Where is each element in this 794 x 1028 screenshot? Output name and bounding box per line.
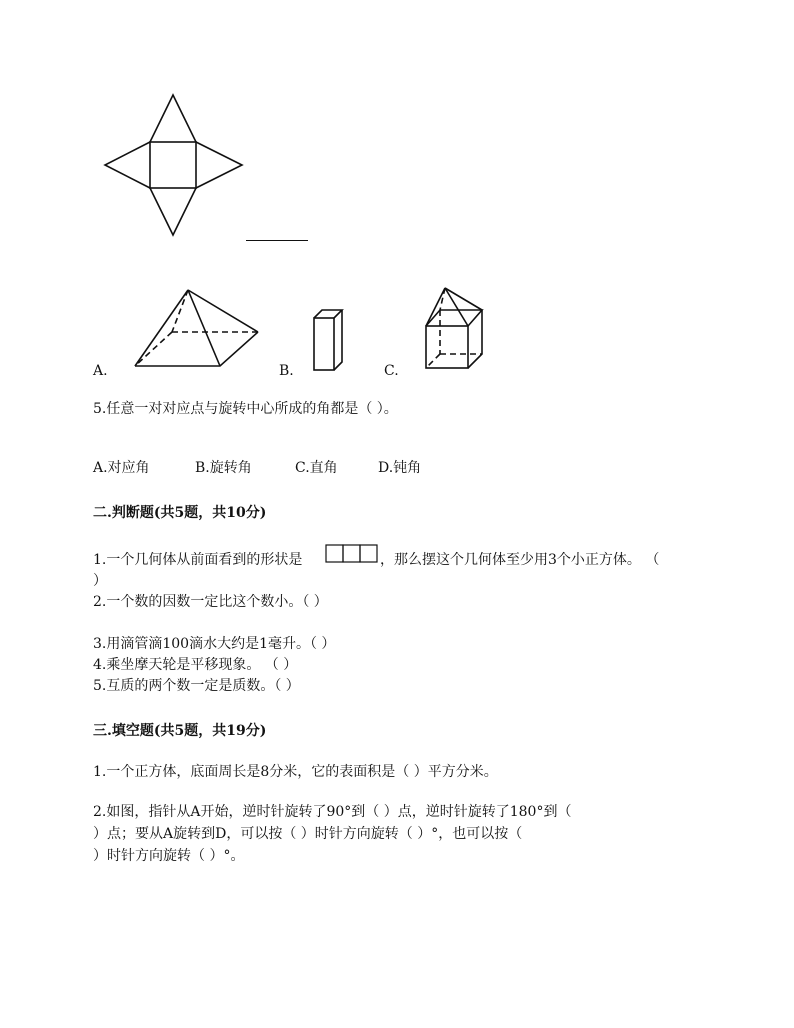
s3-q2-line3: ）时针方向旋转（ ）°。	[93, 848, 245, 864]
section3-title: 三.填空题(共5题，共19分)	[93, 723, 267, 739]
s3-q2-line2: ）点；要从A旋转到D，可以按（ ）时针方向旋转（ ）°，也可以按（	[93, 826, 523, 842]
q5-choice-c: C.直角	[295, 460, 338, 476]
s2-q2: 2.一个数的因数一定比这个数小。（ ）	[93, 594, 328, 610]
q5-choice-d: D.钝角	[378, 460, 422, 476]
q5-choice-b: B.旋转角	[195, 460, 252, 476]
s2-q3: 3.用滴管滴100滴水大约是1毫升。（ ）	[93, 636, 336, 652]
option-b-label: B.	[279, 363, 294, 379]
s2-q4: 4.乘坐摩天轮是平移现象。 （ ）	[93, 657, 298, 673]
s2-q1-text-start: 1.一个几何体从前面看到的形状是	[93, 552, 303, 568]
q5-stem: 5.任意一对对应点与旋转中心所成的角都是（ ）。	[93, 401, 398, 417]
option-c-label: C.	[384, 363, 399, 379]
option-a-label: A.	[93, 363, 108, 379]
s3-q1: 1.一个正方体，底面周长是8分米，它的表面积是（ ）平方分米。	[93, 764, 498, 780]
q5-choice-a: A.对应角	[93, 460, 150, 476]
s3-q2-line1: 2.如图，指针从A开始，逆时针旋转了90°到（ ）点，逆时针旋转了180°到（	[93, 804, 572, 820]
s2-q1-close-paren: ）	[93, 573, 107, 589]
section2-title: 二.判断题(共5题，共10分)	[93, 505, 267, 521]
s2-q5: 5.互质的两个数一定是质数。（ ）	[93, 678, 300, 694]
s2-q1-text-end: ，那么摆这个几何体至少用3个小正方体。 （	[380, 552, 660, 568]
